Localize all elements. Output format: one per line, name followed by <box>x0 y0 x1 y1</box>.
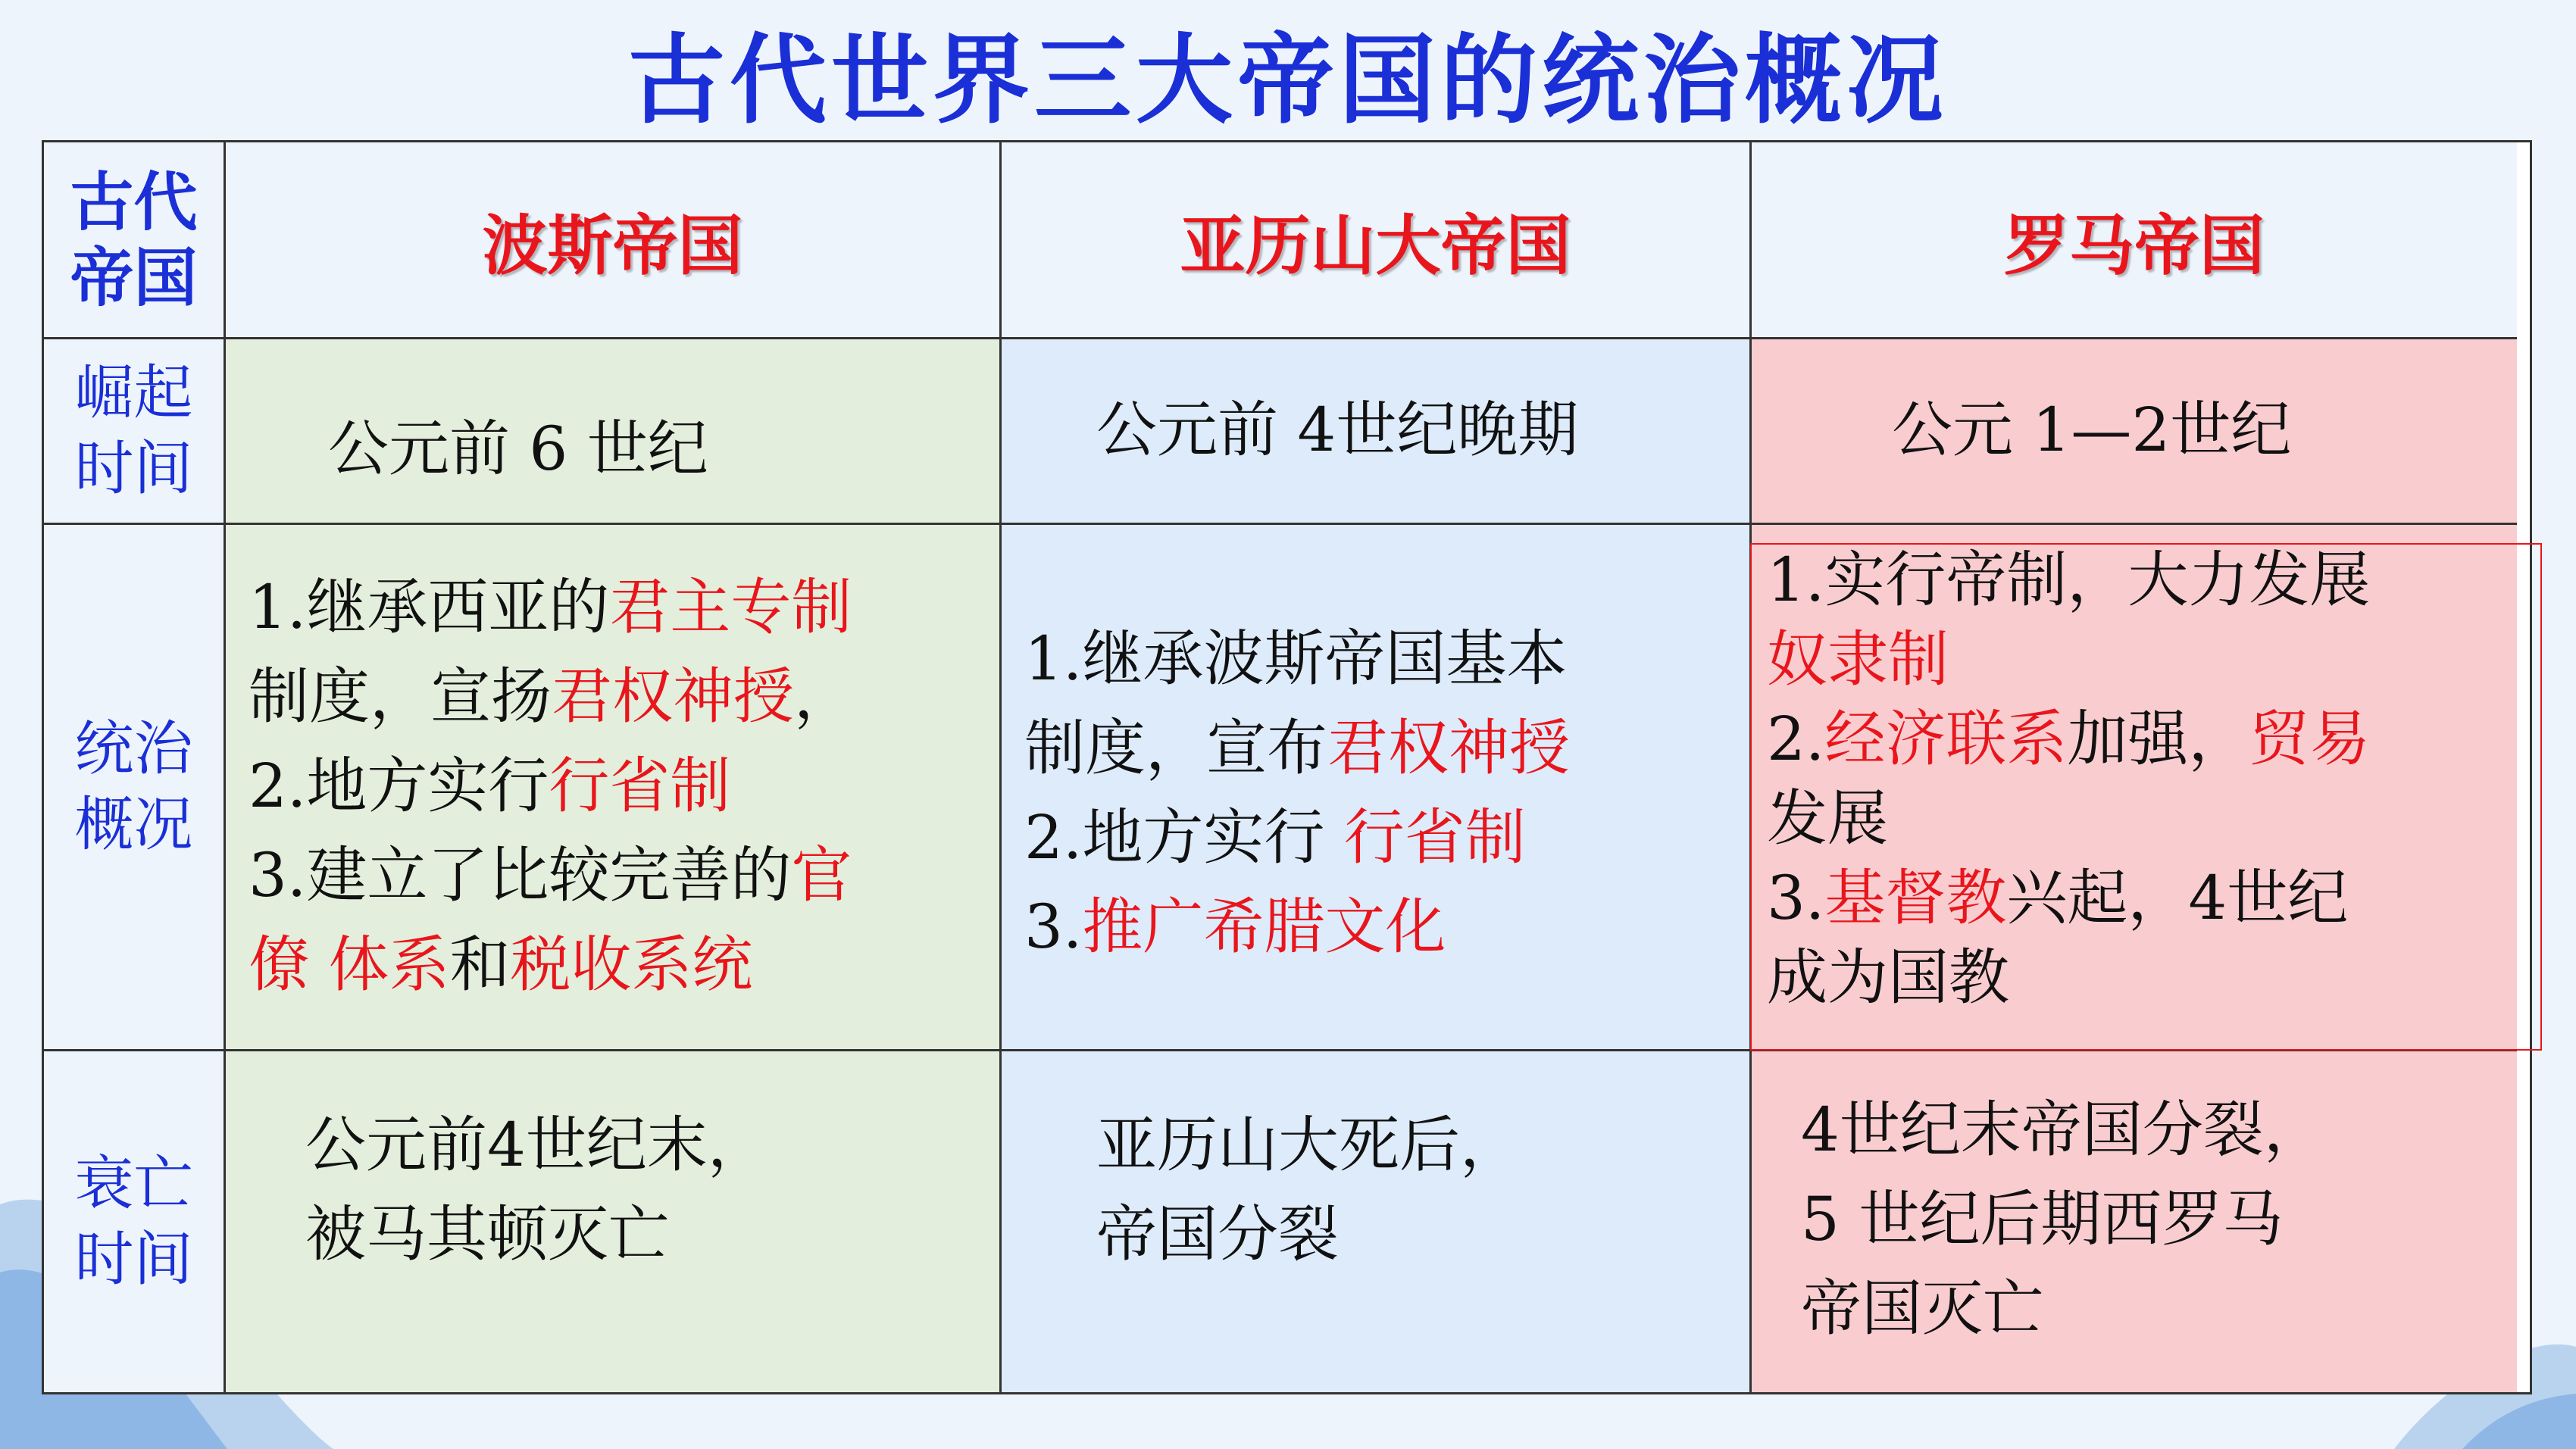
rule-cell-rome <box>1752 525 2517 1051</box>
corner-label: 古代帝国 <box>70 164 198 315</box>
rule-text-alexander: 1.继承波斯帝国基本 制度，宣布君权神授 2.地方实行 行省制 3.推广希腊文化 <box>1024 623 1570 962</box>
column-header-persia: 波斯帝国 <box>226 142 1002 339</box>
rise-text-rome: 公元 1—2世纪 <box>1892 395 2292 465</box>
rise-cell-alexander <box>1002 339 1752 525</box>
rise-text-persia: 公元前 6 世纪 <box>328 414 708 484</box>
column-header-alexander: 亚历山大帝国 <box>1002 142 1752 339</box>
decline-cell-alexander <box>1002 1051 1752 1392</box>
rule-text-persia: 1.继承西亚的君主专制 制度，宣扬君权神授， 2.地方实行行省制 3.建立了比较完善的官 僚 体系和税收系统 <box>249 572 855 1000</box>
decline-cell-rome <box>1752 1051 2517 1392</box>
empire-table <box>42 140 2532 1394</box>
column-header-rome: 罗马帝国 <box>1752 142 2517 339</box>
rule-cell-alexander <box>1002 525 1752 1051</box>
decline-text-rome: 4世纪末帝国分裂， 5 世纪后期西罗马 帝国灭亡 <box>1801 1095 2324 1344</box>
rule-text-rome: 1.实行帝制，大力发展 奴隶制 2.经济联系加强，贸易 发展 3.基督教兴起，4世纪 成为国教 <box>1767 545 2371 1013</box>
row-label-rise: 崛起时间 <box>44 339 226 525</box>
corner-header <box>44 142 226 339</box>
decline-text-persia: 公元前4世纪末， 被马其顿灭亡 <box>305 1110 768 1269</box>
rise-cell-rome <box>1752 339 2517 525</box>
rule-cell-persia <box>226 525 1002 1051</box>
row-label-rule: 统治概况 <box>44 525 226 1051</box>
rise-cell-persia <box>226 339 1002 525</box>
rise-text-alexander: 公元前 4世纪晚期 <box>1096 395 1579 465</box>
page-title: 古代世界三大帝国的统治概况 <box>627 24 1948 137</box>
decline-cell-persia <box>226 1051 1002 1392</box>
row-label-decline: 衰亡时间 <box>44 1051 226 1392</box>
decline-text-alexander: 亚历山大死后， 帝国分裂 <box>1096 1110 1521 1269</box>
